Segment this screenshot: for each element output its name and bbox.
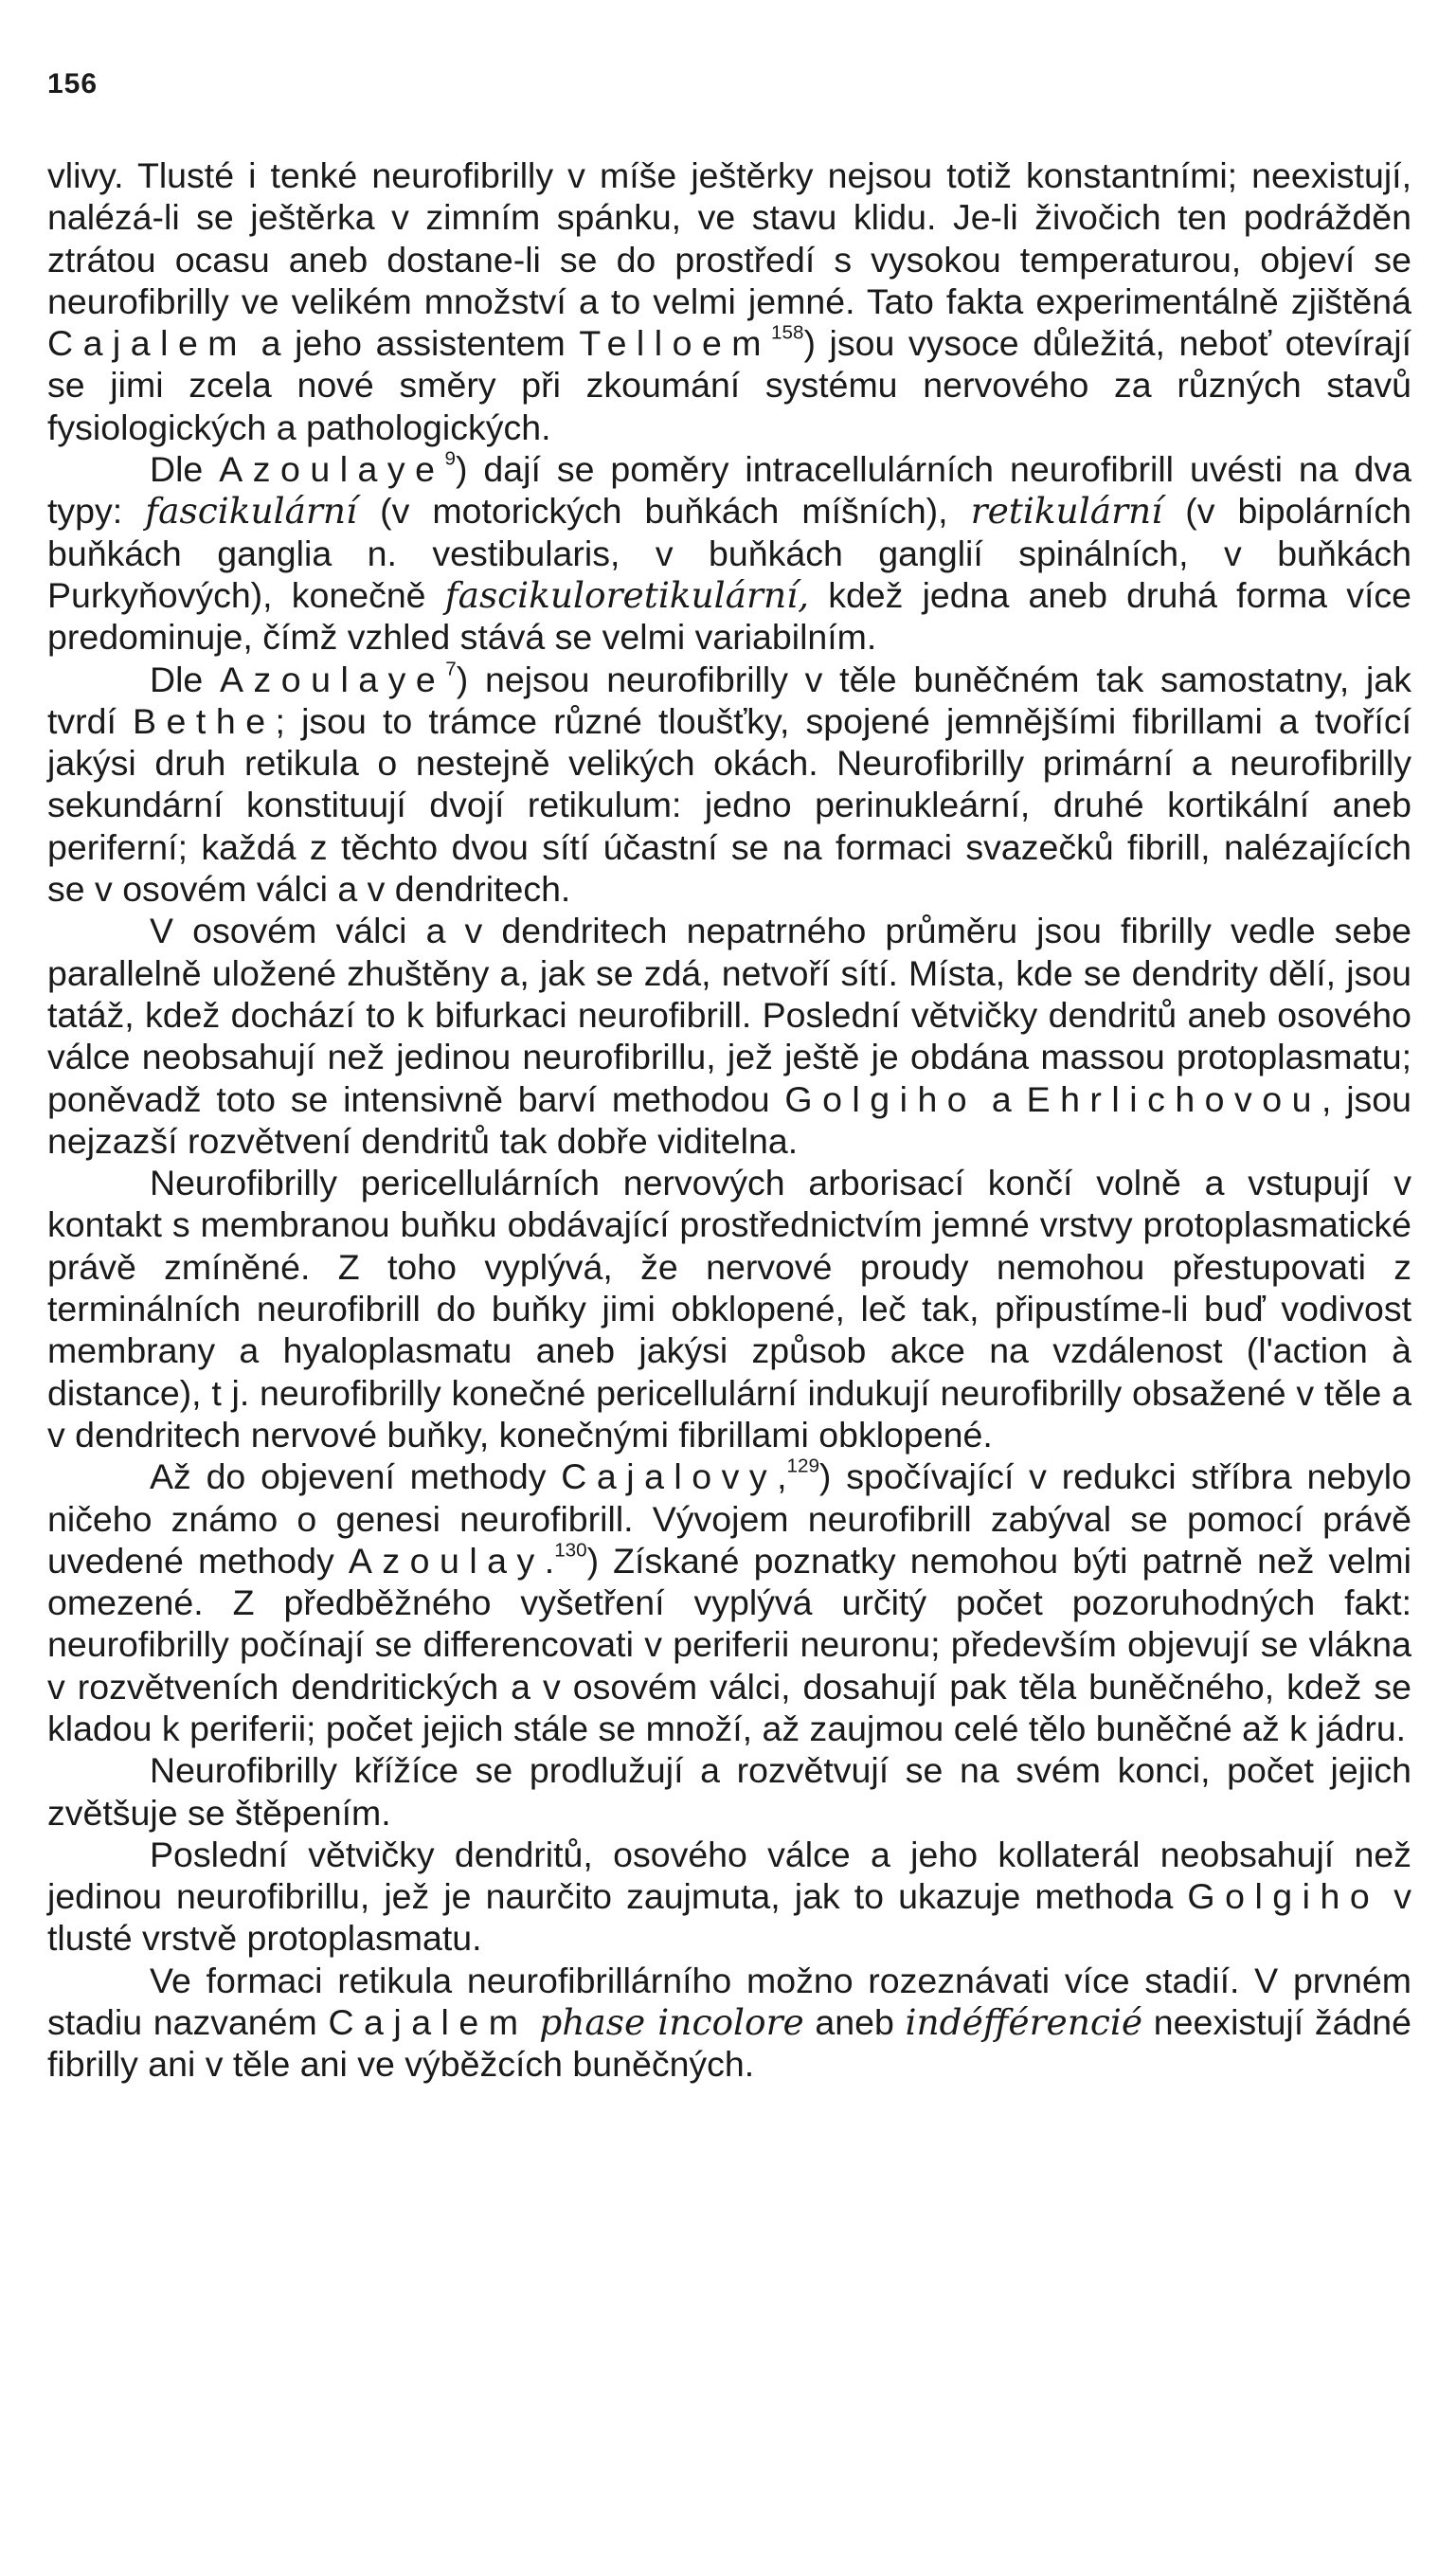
text-run bbox=[529, 2002, 540, 2042]
text-run: ; jsou to trámce různé tloušťky, spojené jemnějšími fibrillami a tvořící jakýsi druh retikula o nestejně velikých okách. Neurofibrilly primární a neurofibrilly sekundární konstituují dvojí retikulum: jedno perinukleární, druhé kortikální aneb periferní; každá z těchto dvou sítí účastní se na formaci svazečků fibrill, nalézajících se v osovém válci a v dendritech. bbox=[47, 700, 1411, 910]
text-run: ) spočívající v redukci stříbra nebylo ničeho známo o genesi neurofibrill. Vývojem neurofibrill zabýval se pomocí právě uvedené methody bbox=[47, 1456, 1411, 1581]
spaced-name: Cajalovy bbox=[561, 1456, 778, 1497]
text-run: Dle bbox=[150, 659, 220, 699]
text-run: kdež jedna aneb druhá forma více predominuje, čímž vzhled stává se velmi variabilním. bbox=[47, 574, 1411, 658]
page-number: 156 bbox=[47, 68, 99, 99]
text-run: a bbox=[977, 1078, 1027, 1119]
paragraph bbox=[47, 659, 1411, 911]
text-run: Poslední větvičky dendritů, osového válce a jeho kollaterál neobsahují než jedinou neurofibrillu, jež je naurčito zaujmuta, jak to ukazuje methoda bbox=[47, 1834, 1411, 1917]
spaced-name: Golgiho bbox=[784, 1078, 978, 1119]
italic-term: fascikuloretikulární, bbox=[444, 573, 810, 616]
text-run: aneb bbox=[803, 2002, 906, 2043]
spaced-name: Golgiho bbox=[1187, 1876, 1380, 1917]
footnote-ref: 7 bbox=[445, 658, 457, 680]
italic-term: indéfférencié bbox=[905, 2001, 1143, 2044]
text-run: neexistují žádné fibrilly ani v těle ani ve výběžcích buněčných. bbox=[47, 2002, 1412, 2085]
italic-term: retikulární bbox=[970, 490, 1163, 533]
spaced-name: Azoulay bbox=[348, 1540, 545, 1581]
paragraph bbox=[47, 1960, 1411, 2086]
text-run: Až do objevení methody bbox=[150, 1456, 562, 1497]
spaced-name: Azoulaye bbox=[219, 449, 445, 490]
paragraph bbox=[47, 1162, 1411, 1455]
footnote-ref: 158 bbox=[771, 321, 804, 344]
paragraph bbox=[47, 154, 1411, 448]
spaced-name: Ehrlichovou bbox=[1026, 1078, 1322, 1119]
text-run: ) jsou vysoce důležitá, neboť otevírají se jimi zcela nové směry při zkoumání systému nervového za různých stavů fysiologických a pathologických. bbox=[47, 323, 1412, 447]
footnote-ref: 129 bbox=[786, 1455, 819, 1477]
text-run: , bbox=[777, 1456, 787, 1497]
italic-term: phase incolore bbox=[539, 2001, 804, 2044]
footnote-ref: 130 bbox=[554, 1539, 587, 1562]
text-run: Dle bbox=[150, 449, 220, 490]
text-run: ) nejsou neurofibrilly v těle buněčném tak samostatny, jak tvrdí bbox=[47, 659, 1411, 741]
paragraph bbox=[47, 448, 1411, 658]
spaced-name: Cajalem bbox=[47, 323, 248, 364]
paragraph bbox=[47, 1834, 1411, 1960]
text-run: . bbox=[544, 1540, 555, 1581]
spaced-name: Telloem bbox=[579, 323, 772, 364]
paragraph bbox=[47, 1455, 1411, 1749]
text-run: ) Získané poznatky nemohou býti patrně než velmi omezené. Z předběžného vyšetření vyplývá určitý počet pozoruhodných fakt: neurofibrilly počínají se differencovati v periferii neuronu; především objevují se vlákna v rozvětveních dendritických a v osovém válci, dosahují pak těla buněčného, kdež se kladou k periferii; počet jejich stále se množí, až zaujmou celé tělo buněčné až k jádru. bbox=[47, 1540, 1411, 1748]
text-run: Ve formaci retikula neurofibrillárního možno rozeznávati více stadií. V prvném stadiu nazvaném bbox=[47, 1960, 1411, 2043]
body-text bbox=[47, 154, 1411, 2086]
italic-term: fascikulární bbox=[145, 490, 358, 533]
text-run: V osovém válci a v dendritech nepatrného průměru jsou fibrilly vedle sebe parallelně uložené zhuštěny a, jak se zdá, netvoří sítí. Místa, kde se dendrity dělí, jsou tatáž, kdež dochází to k bifurkaci neurofibrill. Poslední větvičky dendritů aneb osového válce neobsahují než jedinou neurofibrillu, jež ještě je obdána massou protoplasmatu; poněvadž toto se intensivně barví methodou bbox=[47, 911, 1411, 1119]
text-run: v tlusté vrstvě protoplasmatu. bbox=[47, 1876, 1412, 1959]
text-run: (v bipolárních buňkách ganglia n. vestibularis, v buňkách ganglií spinálních, v buňkách Purkyňových), konečně bbox=[47, 491, 1411, 615]
paragraph bbox=[47, 1749, 1411, 1834]
spaced-name: Cajalem bbox=[328, 2002, 529, 2043]
text-run: ) dají se poměry intracellulárních neurofibrill uvésti na dva typy: bbox=[47, 449, 1411, 532]
paragraph bbox=[47, 910, 1411, 1162]
spaced-name: Azoulaye bbox=[220, 659, 446, 699]
text-run: , jsou nejzazší rozvětvení dendritů tak dobře viditelna. bbox=[47, 1078, 1411, 1161]
text-run: Neurofibrilly křížíce se prodlužují a rozvětvují se na svém konci, počet jejich zvětšuje se štěpením. bbox=[47, 1750, 1411, 1833]
footnote-ref: 9 bbox=[444, 447, 456, 470]
text-run: (v motorických buňkách míšních), bbox=[357, 491, 971, 532]
text-run: Neurofibrilly pericellulárních nervových arborisací končí volně a vstupují v kontakt s membranou buňku obdávající prostřednictvím jemné vrstvy protoplasmatické právě zmíněné. Z toho vyplývá, že nervové proudy nemohou přestupovati z terminálních neurofibrill do buňky jimi obklopené, leč tak, připustíme-li buď vodivost membrany a hyaloplasmatu aneb jakýsi způsob akce na vzdálenost (l'action à distance), t j. neurofibrilly konečné pericellulární indukují neurofibrilly obsažené v těle a v dendritech nervové buňky, konečnými fibrillami obklopené. bbox=[47, 1163, 1411, 1455]
spaced-name: Bethe bbox=[133, 700, 276, 741]
text-run: a jeho assistentem bbox=[247, 323, 580, 364]
text-run: vlivy. Tlusté i tenké neurofibrilly v míše ještěrky nejsou totiž konstantními; neexistují, nalézá-li se ještěrka v zimním spánku, ve stavu klidu. Je-li živočich ten podrážděn ztrátou ocasu aneb dostane-li se do prostředí s vysokou temperaturou, objeví se neurofibrilly ve velikém množství a to velmi jemné. Tato fakta experimentálně zjištěná bbox=[47, 155, 1411, 321]
